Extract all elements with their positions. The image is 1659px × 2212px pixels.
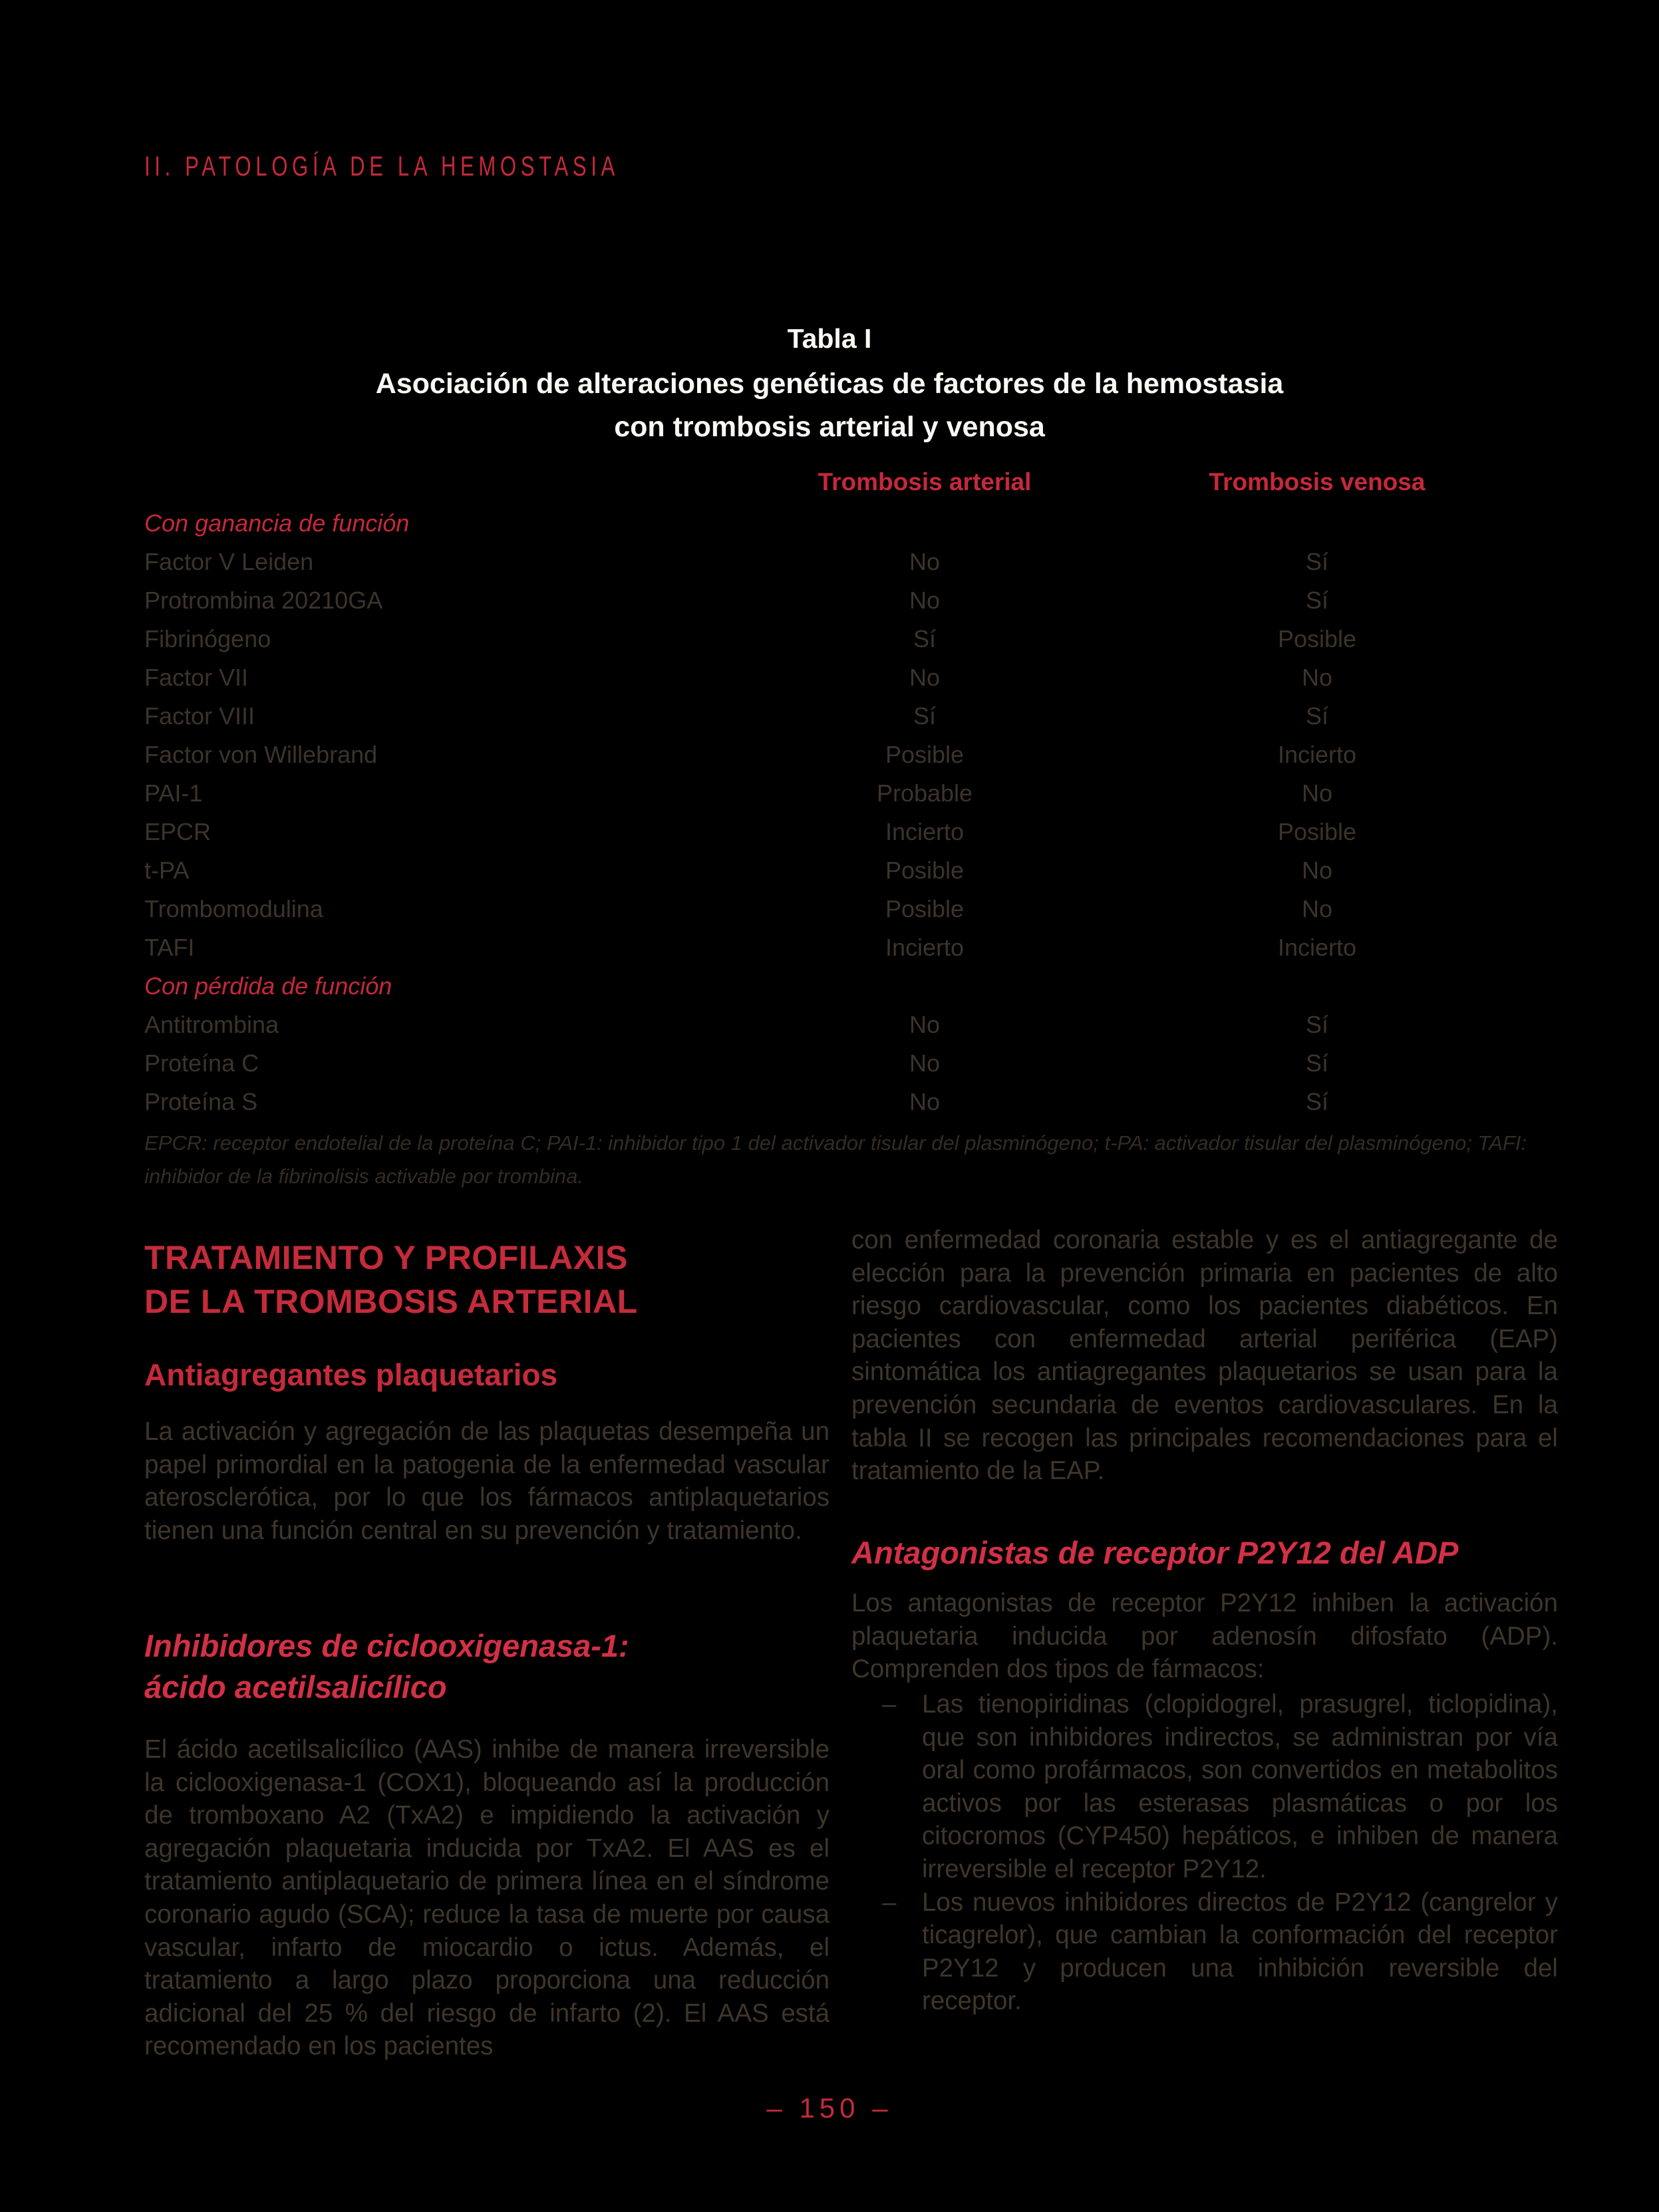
- cell-arterial: Incierto: [885, 934, 965, 961]
- row-label: Factor VII: [144, 664, 249, 691]
- table-row: [144, 851, 1541, 890]
- list-item-text: Los nuevos inhibidores directos de P2Y12 (cangrelor y ticagrelor), que cambian la conformación del receptor P2Y12 y producen una inhibición reversible del receptor.: [922, 1887, 1558, 2016]
- section-heading: [144, 1236, 638, 1323]
- cell-venosa: Incierto: [1277, 934, 1357, 961]
- table-row: [144, 1083, 1541, 1121]
- cell-venosa: No: [1301, 779, 1333, 807]
- page-number: – 150 –: [766, 2092, 893, 2124]
- table-row: [144, 928, 1541, 967]
- bullet-dash: –: [882, 1690, 897, 1719]
- row-label: EPCR: [144, 818, 212, 845]
- row-label: PAI-1: [144, 779, 203, 807]
- cell-arterial: No: [909, 1049, 941, 1077]
- table-title-line1: Asociación de alteraciones genéticas de factores de la hemostasia: [375, 368, 1284, 400]
- cell-arterial: Posible: [885, 895, 965, 922]
- row-label: Proteína S: [144, 1088, 258, 1115]
- cell-venosa: No: [1301, 895, 1333, 922]
- table-row: [144, 736, 1541, 774]
- cell-arterial: Posible: [885, 741, 965, 768]
- table-title: [164, 362, 1495, 449]
- subheading-antiagregantes: Antiagregantes plaquetarios: [144, 1357, 558, 1392]
- table-row: [144, 581, 1541, 620]
- cell-arterial: Incierto: [885, 818, 965, 845]
- section-label: Con pérdida de función: [144, 972, 392, 1000]
- row-label: TAFI: [144, 934, 195, 961]
- table-section-row: [144, 967, 1541, 1006]
- table-label: Tabla I: [787, 323, 872, 354]
- cell-venosa: Sí: [1305, 702, 1328, 730]
- cell-venosa: Sí: [1305, 587, 1328, 614]
- table-row: [144, 620, 1541, 658]
- hemostasis-table: [144, 462, 1541, 1121]
- subheading-p2y12: Antagonistas de receptor P2Y12 del ADP: [851, 1535, 1459, 1570]
- table-header-row: [144, 462, 1541, 503]
- column-header-arterial: Trombosis arterial: [818, 468, 1032, 495]
- cell-venosa: Sí: [1305, 1011, 1328, 1038]
- section-heading-line2: DE LA TROMBOSIS ARTERIAL: [144, 1283, 638, 1320]
- table-row: [144, 774, 1541, 813]
- cell-arterial: Sí: [913, 702, 936, 730]
- list-item: [851, 1886, 1558, 2018]
- list-item: [851, 1688, 1558, 1886]
- cell-venosa: Sí: [1305, 548, 1328, 575]
- cell-venosa: No: [1301, 857, 1333, 884]
- table-row: [144, 658, 1541, 697]
- cell-arterial: No: [909, 548, 941, 575]
- section-heading-line1: TRATAMIENTO Y PROFILAXIS: [144, 1239, 628, 1276]
- row-label: t-PA: [144, 857, 190, 884]
- row-label: Factor V Leiden: [144, 548, 314, 575]
- row-label: Factor von Willebrand: [144, 741, 378, 768]
- running-head: II. PATOLOGÍA DE LA HEMOSTASIA: [144, 150, 619, 182]
- table-section-row: [144, 504, 1541, 543]
- row-label: Protrombina 20210GA: [144, 587, 383, 614]
- row-label: Trombomodulina: [144, 895, 323, 922]
- row-label: Fibrinógeno: [144, 625, 271, 652]
- paragraph: La activación y agregación de las plaquetas desempeña un papel primordial en la patogenia de la enfermedad vascular aterosclerótica, por lo que los fármacos antiplaquetarios tienen una función central en su prevención y tratamiento.: [144, 1417, 830, 1545]
- paragraph: El ácido acetilsalicílico (AAS) inhibe de manera irreversible la ciclooxigenasa-1 (COX1), bloqueando así la producción de tromboxano A2 (TxA2) e impidiendo la activación y agregación plaquetaria inducida por TxA2. El AAS es el tratamiento antiplaquetario de primera línea en el síndrome coronario agudo (SCA); reduce la tasa de muerte por causa vascular, infarto de miocardio o ictus. Además, el tratamiento a largo plazo proporciona una reducción adicional del 25 % del riesgo de infarto (2). El AAS está recomendado en los pacientes: [144, 1735, 830, 2061]
- cell-arterial: No: [909, 1011, 941, 1038]
- table-row: [144, 543, 1541, 581]
- paragraph: Los antagonistas de receptor P2Y12 inhiben la activación plaquetaria inducida por adenosín difosfato (ADP). Comprenden dos tipos de fármacos:: [851, 1589, 1558, 1684]
- subheading-cox1-line2: ácido acetilsalicílico: [144, 1669, 447, 1705]
- bullet-dash: –: [882, 1887, 897, 1917]
- section-label: Con ganancia de función: [144, 509, 410, 537]
- subheading-cox1: [144, 1625, 629, 1708]
- cell-arterial: Posible: [885, 857, 965, 884]
- cell-venosa: Posible: [1277, 818, 1357, 845]
- cell-arterial: No: [909, 1088, 941, 1115]
- row-label: Antitrombina: [144, 1011, 279, 1038]
- cell-arterial: Sí: [913, 625, 936, 652]
- cell-venosa: Sí: [1305, 1088, 1328, 1115]
- cell-venosa: No: [1301, 664, 1333, 691]
- cell-arterial: No: [909, 664, 941, 691]
- table-row: [144, 697, 1541, 736]
- column-header-venosa: Trombosis venosa: [1209, 468, 1426, 495]
- subheading-cox1-line1: Inhibidores de ciclooxigenasa-1:: [144, 1628, 629, 1663]
- bullet-list: [851, 1688, 1558, 2018]
- table-row: [144, 890, 1541, 928]
- table-row: [144, 813, 1541, 851]
- table-footnote: EPCR: receptor endotelial de la proteína C; PAI-1: inhibidor tipo 1 del activador tisular del plasminógeno; t-PA: activador tisular del plasminógeno; TAFI: inhibidor de la fibrinolisis activable por trombina.: [144, 1131, 1527, 1188]
- table-row: [144, 1006, 1541, 1044]
- cell-arterial: Probable: [876, 779, 973, 807]
- cell-venosa: Posible: [1277, 625, 1357, 652]
- cell-arterial: No: [909, 587, 941, 614]
- table-row: [144, 1044, 1541, 1083]
- row-label: Factor VIII: [144, 702, 255, 730]
- row-label: Proteína C: [144, 1049, 259, 1077]
- cell-venosa: Sí: [1305, 1049, 1328, 1077]
- paragraph: con enfermedad coronaria estable y es el antiagregante de elección para la prevención primaria en pacientes de alto riesgo cardiovascular, como los pacientes diabéticos. En pacientes con enfermedad arterial periférica (EAP) sintomática los antiagregantes plaquetarios se usan para la prevención secundaria de eventos cardiovasculares. En la tabla II se recogen las principales recomendaciones para el tratamiento de la EAP.: [851, 1226, 1558, 1486]
- list-item-text: Las tienopiridinas (clopidogrel, prasugrel, ticlopidina), que son inhibidores indirectos, se administran por vía oral como profármacos, son convertidos en metabolitos activos por las esterasas plasmáticas o por los citocromos (CYP450) hepáticos, e inhiben de manera irreversible el receptor P2Y12.: [922, 1690, 1558, 1883]
- cell-venosa: Incierto: [1277, 741, 1357, 768]
- table-title-line2: con trombosis arterial y venosa: [614, 411, 1045, 443]
